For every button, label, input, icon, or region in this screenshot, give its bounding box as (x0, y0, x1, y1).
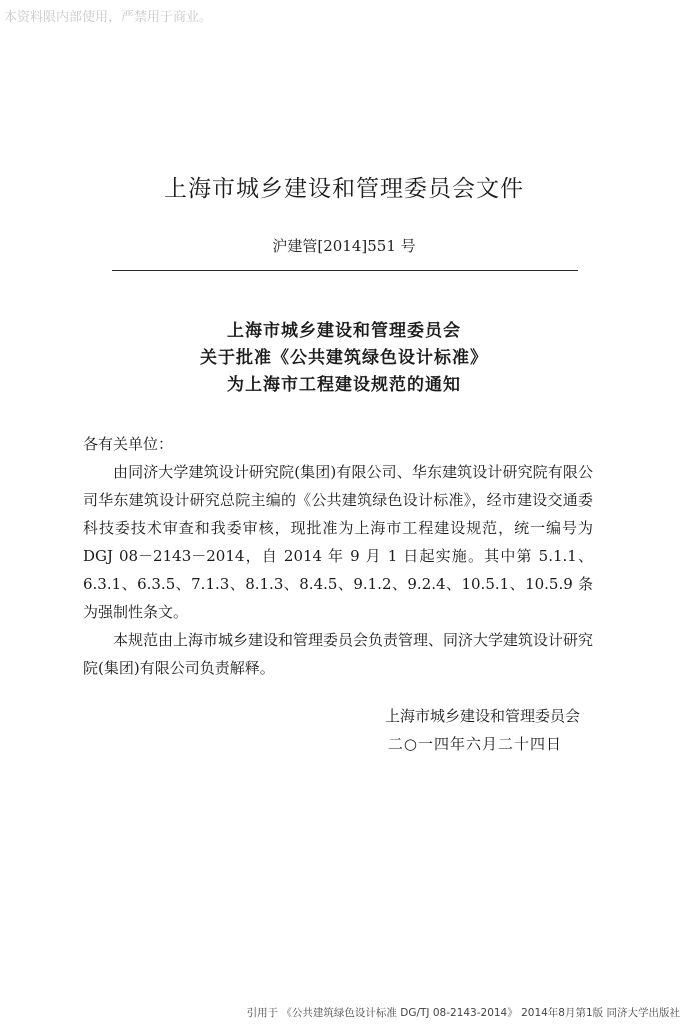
body-paragraph-1: 由同济大学建筑设计研究院(集团)有限公司、华东建筑设计研究院有限公司华东建筑设计研究总院主编的《公共建筑绿色设计标准》，经市建设交通委科技委技术审查和我委审核，现批准为上海市工程建设规范，统一编号为 DGJ 08－2143－2014，自 2014 年 9 月 1 日起实施。其中第 5.1.1、6.3.1、6.3.5、7.1.3、8.1.3、8.4.5、9.1.2、9.2.4、10.5.1、10.5.9 条为强制性条文。 (83, 463, 593, 621)
issue-date: 二○一四年六月二十四日 (387, 735, 562, 753)
notice-title-line-3: 为上海市工程建设规范的通知 (227, 375, 461, 395)
document-number: 沪建管[2014]551 号 (272, 237, 416, 255)
document-header-title: 上海市城乡建设和管理委员会文件 (164, 176, 524, 202)
issuer-name: 上海市城乡建设和管理委员会 (384, 707, 580, 725)
watermark-text: 本资料限内部使用，严禁用于商业。 (4, 10, 213, 25)
body-paragraph-2: 本规范由上海市城乡建设和管理委员会负责管理、同济大学建筑设计研究院(集团)有限公司负责解释。 (83, 631, 594, 677)
header-divider (112, 270, 578, 271)
footer-citation: 引用于 《公共建筑绿色设计标准 DG/TJ 08-2143-2014》 2014年8月第1版 同济大学出版社 (246, 1007, 680, 1019)
notice-title-line-2: 关于批准《公共建筑绿色设计标准》 (200, 348, 488, 368)
notice-body (83, 430, 593, 682)
notice-title-line-1: 上海市城乡建设和管理委员会 (227, 321, 461, 341)
notice-title (0, 318, 688, 399)
salutation: 各有关单位： (83, 435, 174, 453)
signature-block (385, 702, 580, 758)
